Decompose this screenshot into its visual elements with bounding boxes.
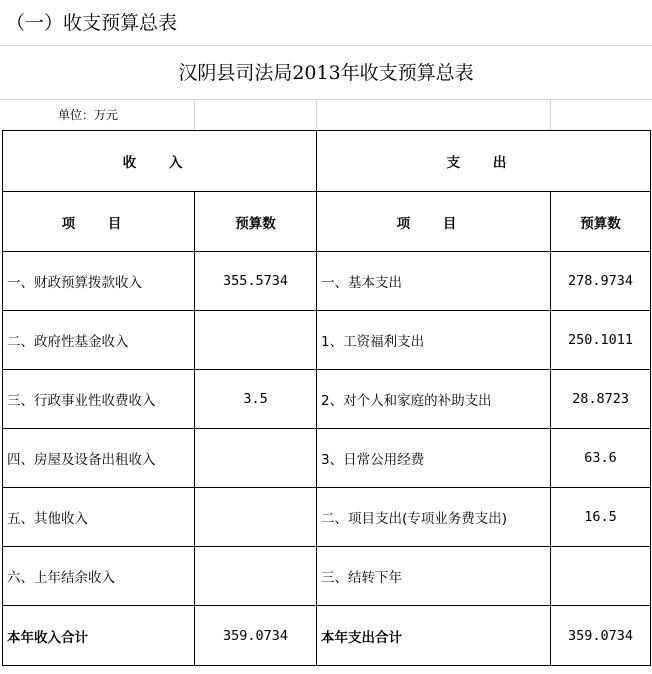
totals-row <box>3 606 651 666</box>
table-row <box>3 252 651 311</box>
income-value <box>195 311 317 370</box>
expense-total-label: 本年支出合计 <box>317 606 551 666</box>
table-row <box>3 547 651 606</box>
income-item: 六、上年结余收入 <box>3 547 195 606</box>
income-value: 3.5 <box>195 370 317 429</box>
table-row <box>3 429 651 488</box>
expense-total-value: 359.0734 <box>551 606 651 666</box>
table-row <box>3 311 651 370</box>
income-item-header <box>3 192 195 252</box>
expense-value: 63.6 <box>551 429 651 488</box>
expense-value: 16.5 <box>551 488 651 547</box>
table-row <box>3 370 651 429</box>
expense-budget-header: 预算数 <box>551 192 651 252</box>
expense-header-label: 支 出 <box>446 155 521 171</box>
expense-item: 1、工资福利支出 <box>317 311 551 370</box>
income-budget-header: 预算数 <box>195 192 317 252</box>
expense-item: 二、项目支出(专项业务费支出) <box>317 488 551 547</box>
item-header-label: 项 目 <box>396 215 471 232</box>
expense-header <box>317 131 651 192</box>
expense-value: 250.1011 <box>551 311 651 370</box>
expense-item: 2、对个人和家庭的补助支出 <box>317 370 551 429</box>
income-item: 三、行政事业性收费收入 <box>3 370 195 429</box>
income-item: 五、其他收入 <box>3 488 195 547</box>
income-item: 一、财政预算拨款收入 <box>3 252 195 311</box>
unit-label: 单位：万元 <box>58 108 119 122</box>
header-row-columns <box>3 192 651 252</box>
table-row <box>3 488 651 547</box>
income-value: 355.5734 <box>195 252 317 311</box>
income-value <box>195 488 317 547</box>
item-header-label: 项 目 <box>61 215 136 232</box>
expense-item: 一、基本支出 <box>317 252 551 311</box>
header-row-sections <box>3 131 651 192</box>
income-value <box>195 429 317 488</box>
gridline <box>316 100 317 130</box>
income-total-value: 359.0734 <box>195 606 317 666</box>
expense-item-header <box>317 192 551 252</box>
expense-item: 3、日常公用经费 <box>317 429 551 488</box>
income-item: 四、房屋及设备出租收入 <box>3 429 195 488</box>
budget-table <box>2 130 651 666</box>
section-title: （一）收支预算总表 <box>0 0 652 46</box>
income-header <box>3 131 317 192</box>
expense-value: 278.9734 <box>551 252 651 311</box>
income-item: 二、政府性基金收入 <box>3 311 195 370</box>
page-title: 汉阴县司法局2013年收支预算总表 <box>0 46 652 100</box>
expense-item: 三、结转下年 <box>317 547 551 606</box>
income-total-label: 本年收入合计 <box>3 606 195 666</box>
income-value <box>195 547 317 606</box>
gridline <box>194 100 195 130</box>
expense-value <box>551 547 651 606</box>
expense-value: 28.8723 <box>551 370 651 429</box>
gridline <box>550 100 551 130</box>
income-header-label: 收 入 <box>122 155 197 171</box>
